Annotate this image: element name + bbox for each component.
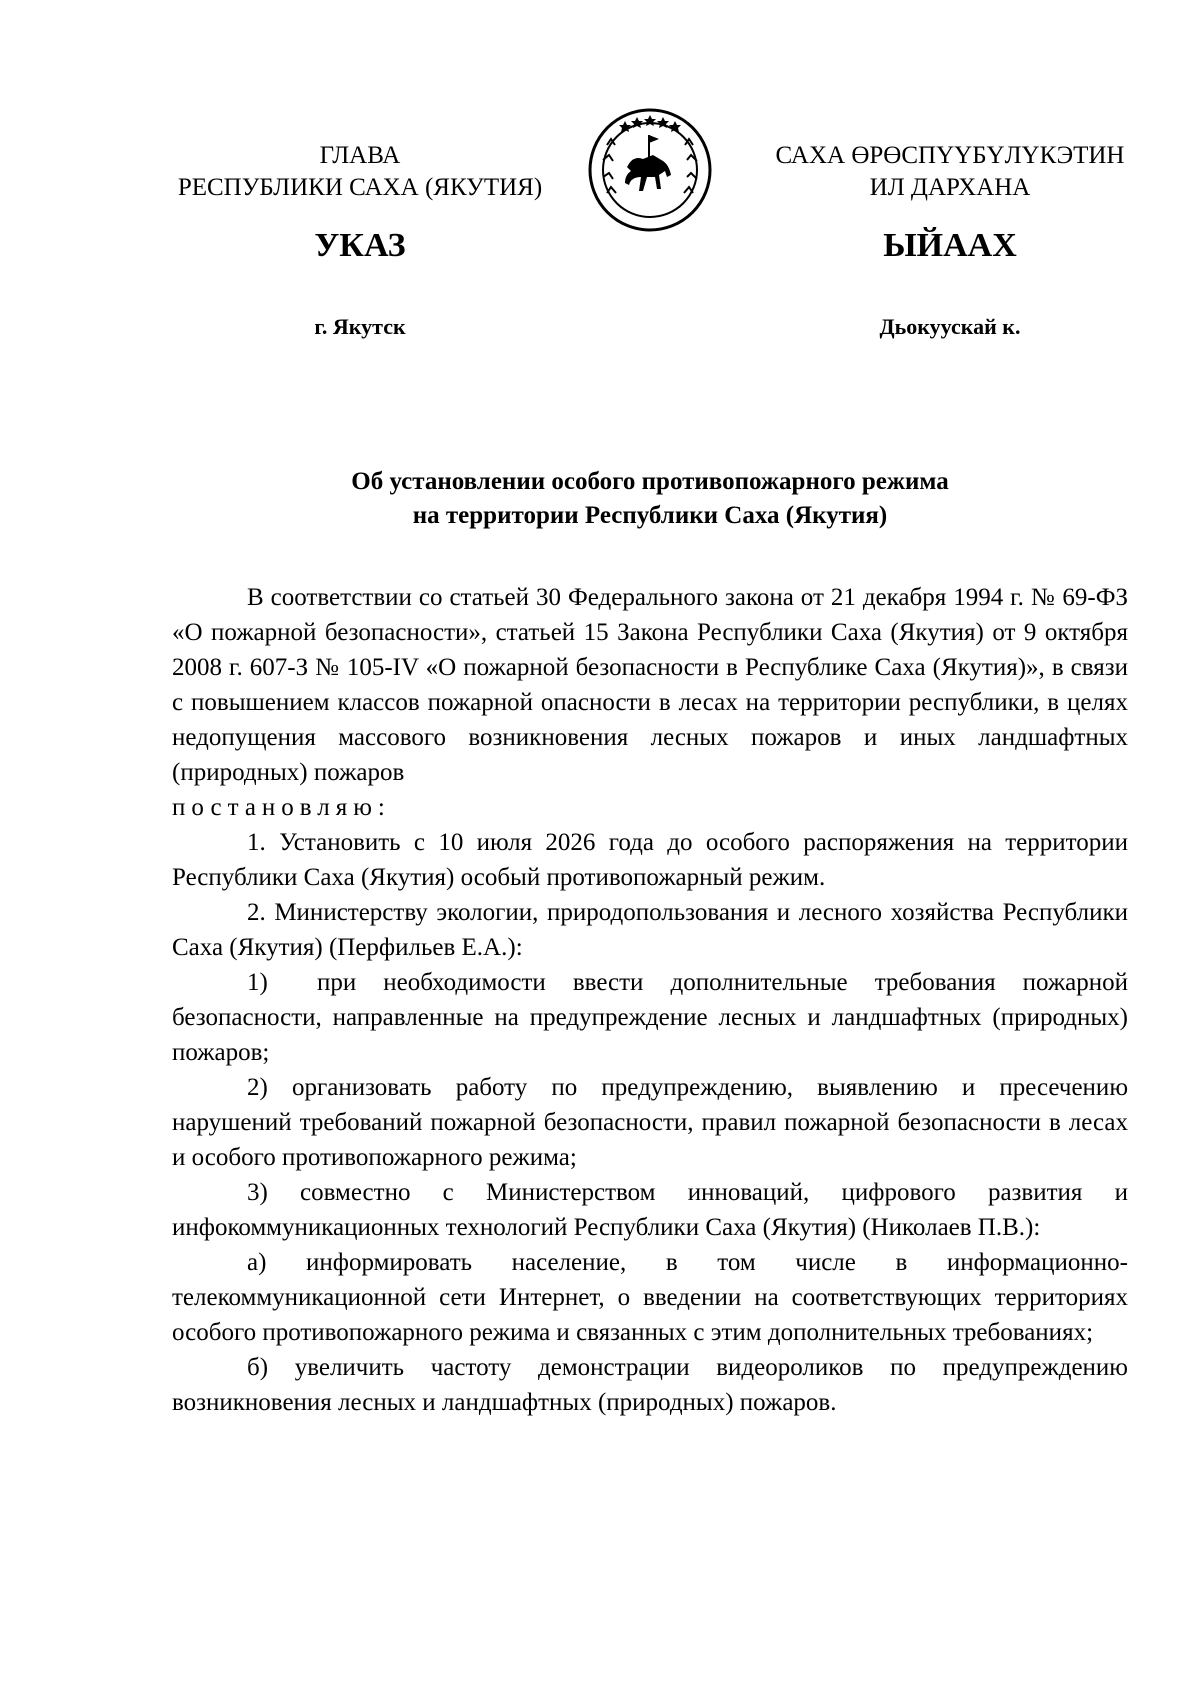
city-right: Дьокуускай к. (879, 314, 1021, 339)
item-2: 2. Министерству экологии, природопользования и лесного хозяйства Республики Саха (Якутия) (Перфильев Е.А.): (172, 899, 1128, 961)
document-title (170, 465, 1130, 533)
title-line2: на территории Республики Саха (Якутия) (412, 502, 888, 529)
city-left: г. Якутск (314, 314, 406, 339)
header-left-line2: РЕСПУБЛИКИ САХА (ЯКУТИЯ) (177, 174, 543, 201)
item-2-3-a: а) информировать население, в том числе в информационно-телекоммуникационной сети Интернет, о введении на соответствующих территориях особого противопожарного режима и связанных с этим дополнительных требованиях; (172, 1249, 1128, 1346)
header-right-line1: САХА ӨРӨСПҮҮБҮЛҮКЭТИН (775, 142, 1125, 169)
decree-word: постановляю: (172, 794, 391, 821)
header-right (760, 140, 1140, 204)
doc-type-right: ЫЙААХ (883, 227, 1017, 264)
preamble-paragraph: В соответствии со статьей 30 Федерального закона от 21 декабря 1994 г. № 69-ФЗ «О пожарной безопасности», статьей 15 Закона Республики Саха (Якутия) от 9 октября 2008 г. 607-З № 105-IV «О пожарной безопасности в Республике Саха (Якутия)», в связи с повышением классов пожарной опасности в лесах на территории республики, в целях недопущения массового возникновения лесных пожаров и иных ландшафтных (природных) пожаров (172, 584, 1128, 786)
item-2-1-text: при необходимости ввести дополнительные требования пожарной безопасности, направленные на предупреждение лесных и ландшафтных (природных) пожаров; (172, 969, 1128, 1066)
item-1: 1. Установить с 10 июля 2026 года до особого распоряжения на территории Республики Саха (Якутия) особый противопожарный режим. (172, 829, 1128, 891)
item-2-1 (172, 965, 1128, 1070)
header-right-line2: ИЛ ДАРХАНА (869, 174, 1031, 201)
item-2-1-number: 1) (247, 969, 268, 996)
doc-type-left: УКАЗ (314, 227, 406, 264)
title-line1: Об установлении особого противопожарного режима (351, 468, 949, 495)
item-2-2: 2) организовать работу по предупреждению, выявлению и пресечению нарушений требований пожарной безопасности, правил пожарной безопасности в лесах и особого противопожарного режима; (172, 1074, 1128, 1171)
header-left (150, 140, 570, 204)
item-2-3-b: б) увеличить частоту демонстрации видеороликов по предупреждению возникновения лесных и ландшафтных (природных) пожаров. (172, 1354, 1128, 1416)
item-2-3: 3) совместно с Министерством инноваций, цифрового развития и инфокоммуникационных технологий Республики Саха (Якутия) (Николаев П.В.): (172, 1179, 1128, 1241)
coat-of-arms-sakha-icon (585, 105, 715, 235)
document-body (172, 580, 1128, 1420)
header-left-line1: ГЛАВА (319, 142, 401, 169)
